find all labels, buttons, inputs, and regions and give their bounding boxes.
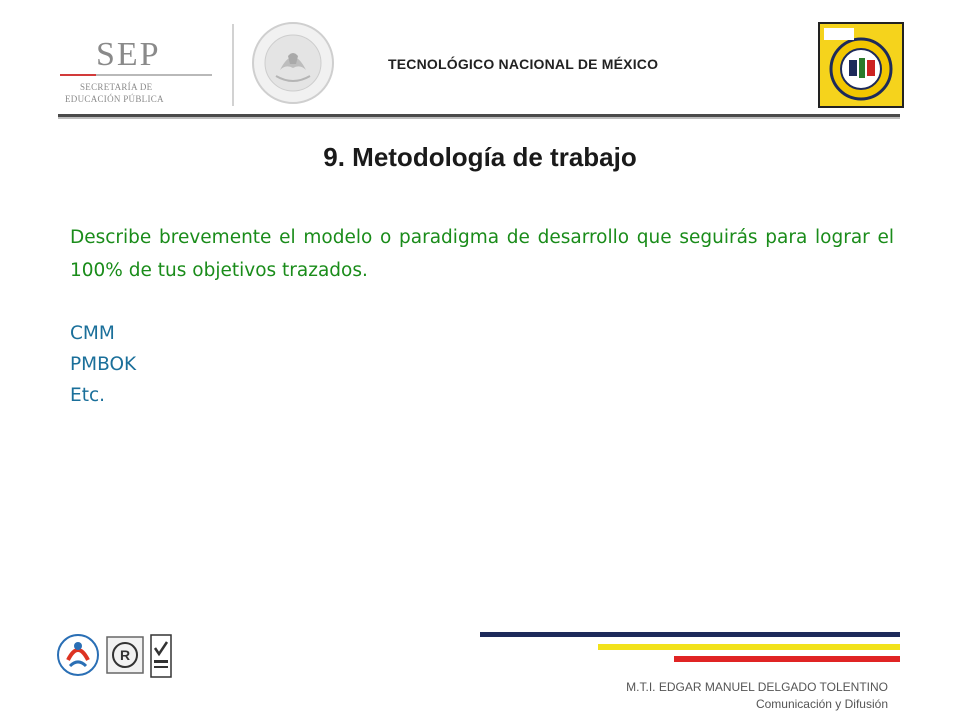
list-item: Etc. (70, 385, 105, 406)
sep-logo-text: SEP (96, 36, 161, 73)
slide-title: 9. Metodología de trabajo (323, 142, 637, 172)
sep-subtitle-line1: SECRETARÍA DE (80, 82, 153, 92)
footer-bar-red (674, 656, 900, 662)
footer-department: Comunicación y Difusión (755, 697, 888, 711)
national-seal-icon (250, 20, 336, 106)
list-item: PMBOK (70, 354, 137, 375)
institution-name: TECNOLÓGICO NACIONAL DE MÉXICO (388, 56, 659, 72)
list-item: CMM (70, 323, 115, 344)
header-divider (232, 24, 234, 106)
header-rule-shadow (58, 117, 900, 119)
itl-logo-icon (818, 22, 904, 108)
registered-logo-icon (106, 636, 144, 674)
ukas-logo-icon (150, 634, 172, 678)
slide-description: Describe brevemente el modelo o paradigma de desarrollo que seguirás para lograr el 100% de tus objetivos trazados. (70, 227, 894, 281)
footer-author: M.T.I. EDGAR MANUEL DELGADO TOLENTINO (626, 680, 888, 694)
certification-logo-icon (56, 630, 100, 680)
sep-subtitle-line2: EDUCACIÓN PÚBLICA (65, 94, 164, 104)
methodology-list (70, 318, 136, 411)
footer-bar-yellow (598, 644, 900, 650)
svg-text:R: R (119, 647, 131, 663)
sep-logo-accent (60, 74, 96, 76)
footer-bar-navy (480, 632, 900, 637)
